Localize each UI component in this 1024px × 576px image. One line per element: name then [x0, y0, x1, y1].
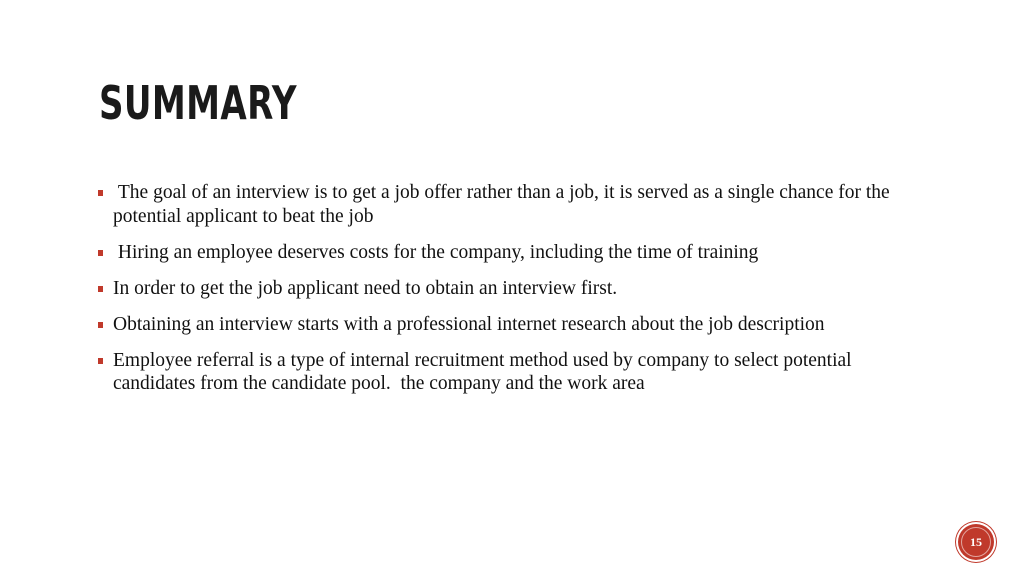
bullet-text: The goal of an interview is to get a job offer rather than a job, it is served as a single chance for the potential applicant to beat the job: [113, 182, 895, 227]
square-bullet-icon: [98, 250, 103, 256]
bullet-item: [97, 313, 927, 337]
bullet-item: [97, 349, 927, 396]
page-number: 15: [970, 535, 982, 549]
bullet-text: Obtaining an interview starts with a professional internet research about the job description: [113, 313, 825, 335]
square-bullet-icon: [98, 322, 103, 328]
bullet-text: In order to get the job applicant need to obtain an interview first.: [113, 277, 618, 299]
square-bullet-icon: [98, 358, 103, 364]
bullet-item: [97, 181, 927, 228]
bullet-item: [97, 241, 927, 265]
bullet-item: [97, 277, 927, 301]
square-bullet-icon: [98, 286, 103, 292]
square-bullet-icon: [98, 190, 103, 196]
slide-title: SUMMARY: [99, 76, 297, 130]
bullet-list: [97, 181, 927, 408]
bullet-text: Hiring an employee deserves costs for the company, including the time of training: [113, 241, 759, 263]
page-number-badge: [958, 524, 994, 560]
bullet-text: Employee referral is a type of internal recruitment method used by company to select potential candidates from the candidate pool. the company and the work area: [113, 349, 857, 394]
